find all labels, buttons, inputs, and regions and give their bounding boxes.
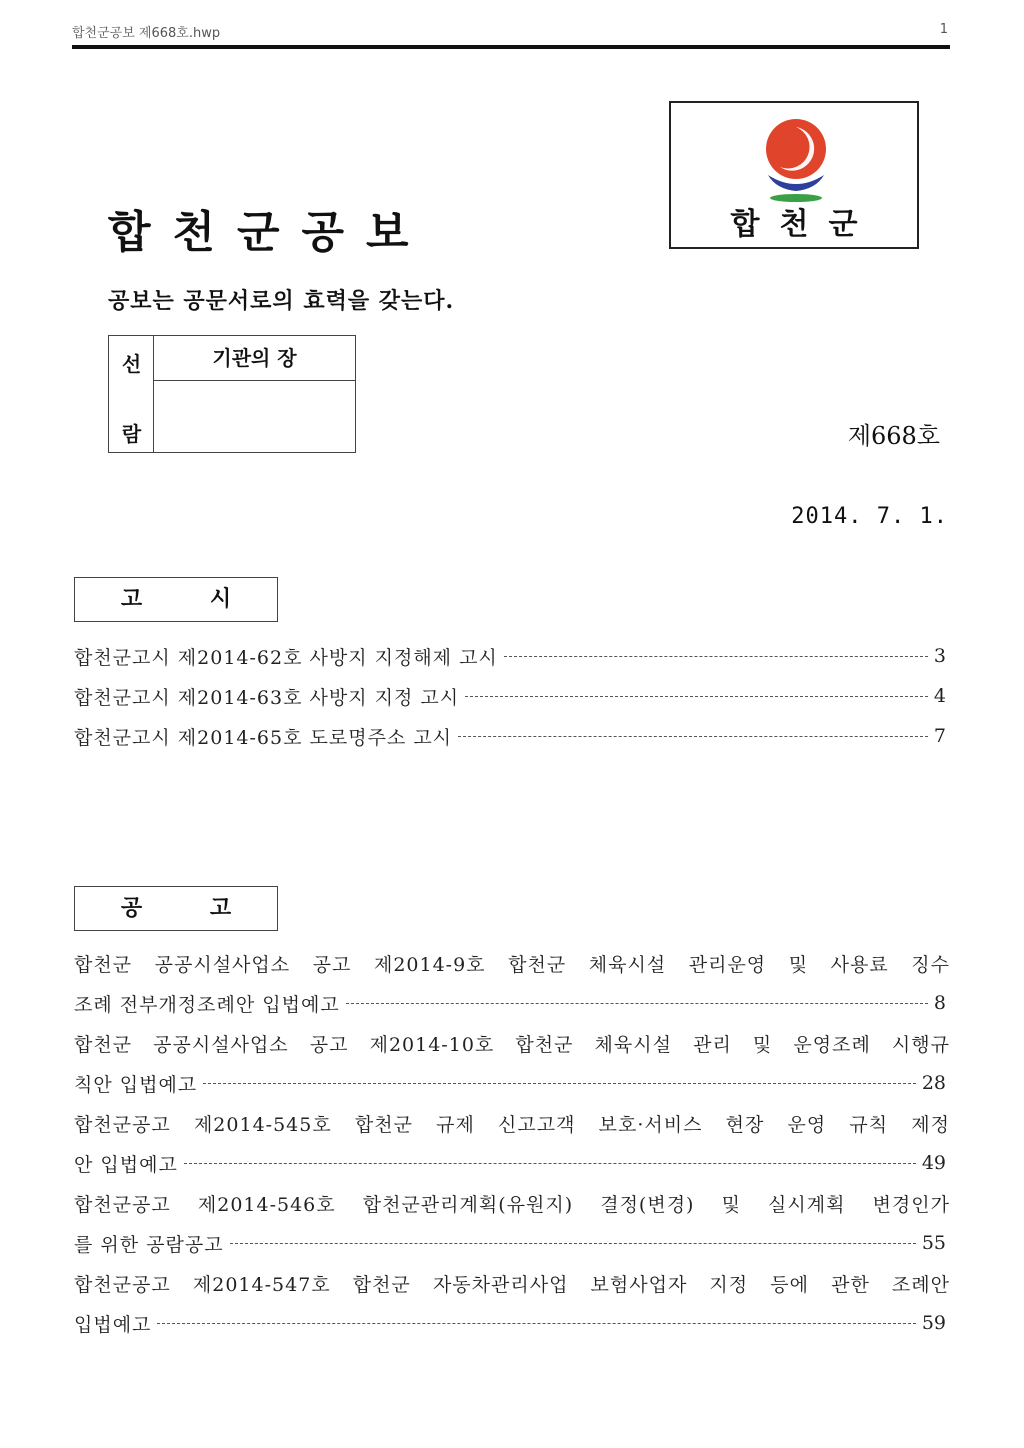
toc-entry-line1[interactable]: 합천군공고 제2014-547호 합천군 자동차관리사업 보험사업자 지정 등에 관한 조례안: [74, 1274, 950, 1296]
toc-entry[interactable]: [74, 988, 946, 1018]
toc-entry-title: 조례 전부개정조례안 입법예고: [74, 993, 340, 1016]
toc-leader: [157, 1323, 915, 1324]
toc-leader: [203, 1083, 916, 1084]
toc-leader: [346, 1003, 928, 1004]
toc-entry-page: 55: [921, 1232, 946, 1254]
toc-entry-page: 59: [921, 1312, 946, 1334]
toc-leader: [504, 656, 928, 657]
review-header-cell: 기관의 장: [154, 336, 355, 381]
header-filename: 합천군공보 제668호.hwp: [72, 26, 221, 41]
toc-entry-line1[interactable]: 합천군 공공시설사업소 공고 제2014-9호 합천군 체육시설 관리운영 및 사용료 징수: [74, 954, 950, 976]
section-announcements-heading: 공 고: [74, 886, 278, 931]
section-notices-heading: 고 시: [74, 577, 278, 622]
issue-date: 2014. 7. 1.: [791, 504, 948, 529]
review-table: [108, 335, 356, 453]
toc-entry[interactable]: [74, 1148, 946, 1178]
toc-entry-title: 칙안 입법예고: [74, 1073, 198, 1096]
toc-entry-page: 4: [933, 685, 946, 707]
review-label-char: 람: [121, 422, 142, 446]
toc-leader: [465, 696, 928, 697]
review-label-column: [109, 336, 154, 452]
county-logo-box: [669, 101, 919, 249]
header-divider: [72, 45, 950, 49]
toc-leader: [458, 736, 928, 737]
county-emblem-icon: [756, 115, 836, 205]
toc-entry-title: 입법예고: [74, 1313, 152, 1336]
issue-number: 제668호: [847, 422, 940, 450]
toc-entry-page: 28: [921, 1072, 946, 1094]
toc-entry-title: 합천군고시 제2014-65호 도로명주소 고시: [74, 726, 453, 749]
toc-entry-title: 합천군고시 제2014-62호 사방지 지정해제 고시: [74, 646, 498, 669]
toc-entry[interactable]: [74, 641, 946, 671]
toc-entry-page: 8: [933, 992, 946, 1014]
logo-name: 합천군: [730, 207, 878, 242]
toc-entry-title: 안 입법예고: [74, 1153, 178, 1176]
page-subtitle: 공보는 공문서로의 효력을 갖는다.: [108, 288, 455, 314]
toc-entry-title: 를 위한 공람공고: [74, 1233, 224, 1256]
toc-entry-page: 7: [933, 725, 946, 747]
toc-entry-line1[interactable]: 합천군공고 제2014-546호 합천군관리계획(유원지) 결정(변경) 및 실시계획 변경인가: [74, 1194, 950, 1216]
toc-entry-line1[interactable]: 합천군 공공시설사업소 공고 제2014-10호 합천군 체육시설 관리 및 운영조례 시행규: [74, 1034, 950, 1056]
toc-entry-line1[interactable]: 합천군공고 제2014-545호 합천군 규제 신고고객 보호·서비스 현장 운영 규칙 제정: [74, 1114, 950, 1136]
toc-entry[interactable]: [74, 1308, 946, 1338]
toc-entry[interactable]: [74, 721, 946, 751]
toc-entry-title: 합천군고시 제2014-63호 사방지 지정 고시: [74, 686, 460, 709]
toc-entry-page: 3: [933, 645, 946, 667]
toc-entry-page: 49: [921, 1152, 946, 1174]
document-header: [72, 20, 950, 42]
page-title: 합천군공보: [108, 207, 431, 258]
review-label-char: 선: [121, 352, 142, 376]
toc-entry[interactable]: [74, 681, 946, 711]
toc-leader: [184, 1163, 916, 1164]
toc-entry[interactable]: [74, 1228, 946, 1258]
header-page-number: 1: [939, 22, 948, 37]
toc-entry[interactable]: [74, 1068, 946, 1098]
toc-leader: [230, 1243, 916, 1244]
